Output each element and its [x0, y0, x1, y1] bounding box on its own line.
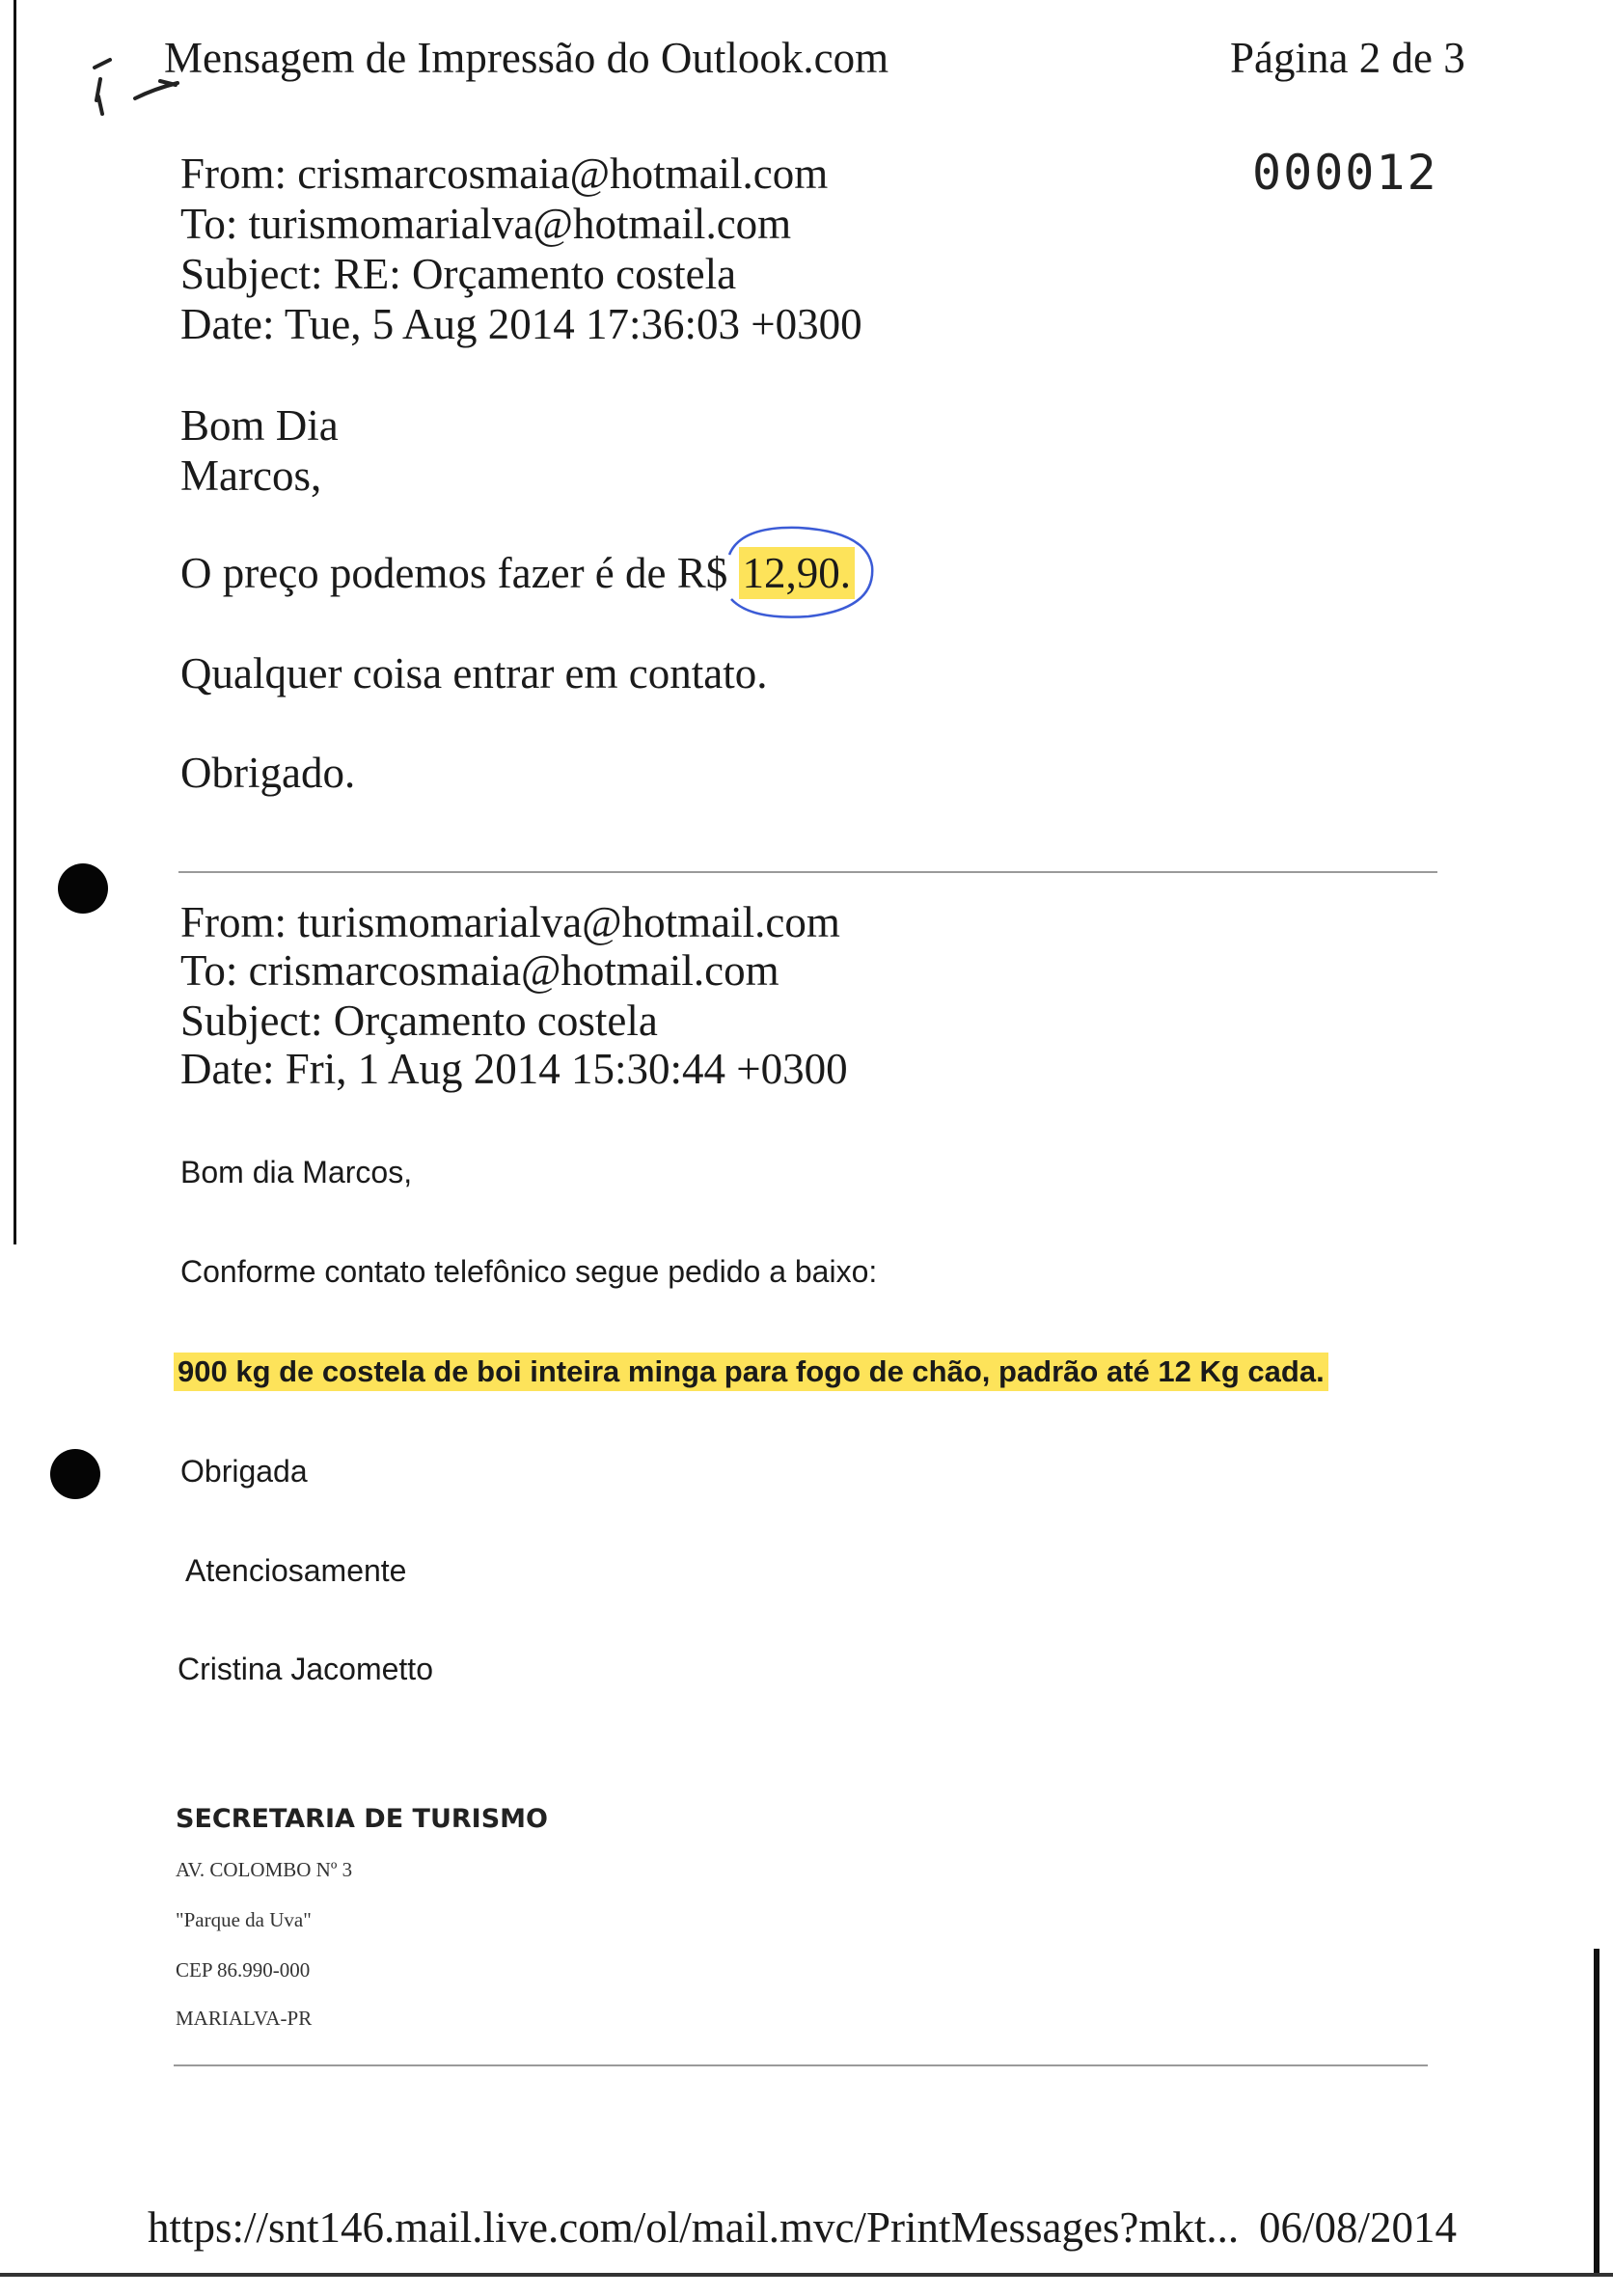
email2-org-name: SECRETARIA DE TURISMO [176, 1804, 548, 1834]
print-header-title: Mensagem de Impressão do Outlook.com [164, 34, 889, 82]
email1-thanks: Obrigado. [180, 749, 356, 797]
email2-date: Date: Fri, 1 Aug 2014 15:30:44 +0300 [180, 1045, 848, 1093]
email1-subject: Subject: RE: Orçamento costela [180, 250, 737, 298]
email2-address-line3: CEP 86.990-000 [176, 1958, 311, 1982]
email2-address-line4: MARIALVA-PR [176, 2007, 313, 2030]
email1-from: From: crismarcosmaia@hotmail.com [180, 150, 829, 198]
email2-subject: Subject: Orçamento costela [180, 997, 658, 1045]
email2-order-line: 900 kg de costela de boi inteira minga para fogo de chão, padrão até 12 Kg cada. [174, 1353, 1328, 1391]
message-separator [178, 871, 1437, 873]
email2-signature-name: Cristina Jacometto [178, 1652, 433, 1686]
email2-thanks: Obrigada [180, 1454, 308, 1489]
signature-separator [174, 2064, 1428, 2066]
email2-from: From: turismomarialva@hotmail.com [180, 898, 840, 946]
footer-url: https://snt146.mail.live.com/ol/mail.mvc/PrintMessages?mkt... [148, 2203, 1240, 2252]
bottom-scan-edge [0, 2273, 1613, 2277]
punch-hole-bottom [50, 1449, 100, 1499]
email2-intro: Conforme contato telefônico segue pedido a baixo: [180, 1254, 878, 1289]
email1-price-prefix: O preço podemos fazer é de R$ [180, 549, 728, 597]
punch-hole-top [58, 863, 108, 914]
email2-to: To: crismarcosmaia@hotmail.com [180, 946, 779, 995]
price-circle-mark [702, 516, 886, 627]
email1-greeting-line1: Bom Dia [180, 401, 339, 450]
email1-price-value: 12,90. [739, 547, 856, 599]
left-scan-edge [14, 0, 16, 1244]
email1-date: Date: Tue, 5 Aug 2014 17:36:03 +0300 [180, 300, 862, 348]
email2-closing: Atenciosamente [185, 1553, 407, 1588]
email2-greeting: Bom dia Marcos, [180, 1155, 413, 1189]
email2-address-line2: "Parque da Uva" [176, 1908, 312, 1931]
email1-contact-line: Qualquer coisa entrar em contato. [180, 649, 768, 697]
right-scan-edge [1594, 1949, 1599, 2277]
email2-address-line1: AV. COLOMBO Nº 3 [176, 1858, 353, 1881]
footer-print-date: 06/08/2014 [1259, 2203, 1458, 2252]
email1-greeting-line2: Marcos, [180, 451, 322, 500]
document-stamp-number: 000012 [1252, 145, 1438, 201]
email1-to: To: turismomarialva@hotmail.com [180, 200, 792, 248]
page-indicator: Página 2 de 3 [1230, 34, 1465, 82]
